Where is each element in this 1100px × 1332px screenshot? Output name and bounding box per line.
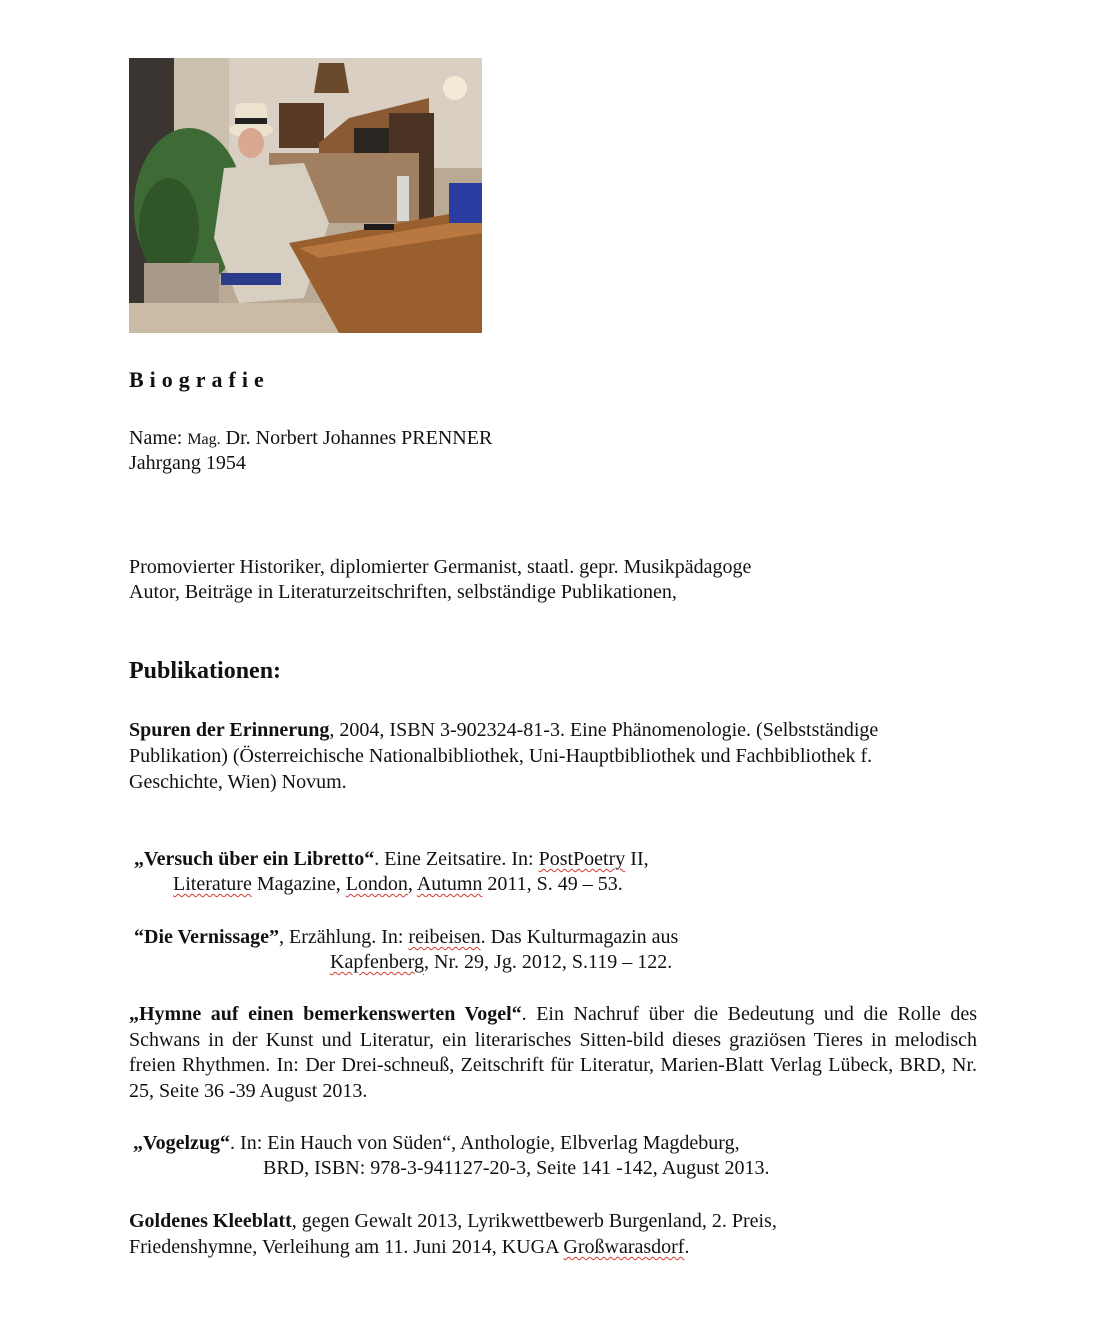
- portrait-photo-icon: [129, 58, 482, 333]
- publication-3-line-1: “Die Vernissage”, Erzählung. In: reibeisen. Das Kulturmagazin aus: [134, 926, 679, 948]
- publication-6-title: Goldenes Kleeblatt: [129, 1210, 292, 1232]
- publication-2-line-2: Literature Magazine, London, Autumn 2011, S. 49 – 53.: [173, 873, 623, 895]
- name-label: Name:: [129, 427, 183, 449]
- publication-4-title: Hymne auf einen bemerkenswerten Vogel: [139, 1003, 512, 1025]
- name-value: Dr. Norbert Johannes PRENNER: [225, 427, 493, 449]
- name-title: Mag.: [187, 431, 221, 448]
- publication-1-title: Spuren der Erinnerung: [129, 719, 330, 741]
- publication-3-title: Die Vernissage: [144, 926, 269, 948]
- publication-1-line-2: Publikation) (Österreichische Nationalbibliothek, Uni-Hauptbibliothek und Fachbibliothek f.: [129, 745, 873, 767]
- publication-1-line-3: Geschichte, Wien) Novum.: [129, 771, 347, 793]
- name-line: [129, 426, 492, 452]
- year-line: Jahrgang 1954: [129, 452, 246, 474]
- publication-2-line-1: „Versuch über ein Libretto“. Eine Zeitsatire. In: PostPoetry II,: [134, 848, 649, 870]
- publication-1-line-1: Spuren der Erinnerung, 2004, ISBN 3-902324-81-3. Eine Phänomenologie. (Selbstständige: [129, 719, 879, 741]
- publication-4: „Hymne auf einen bemerkenswerten Vogel“. Ein Nachruf über die Bedeutung und die Rolle des Schwans in der Kunst und Literatur, ein literarisches Sitten-bild dieses graziösen Tieres in melodisch freien Rhythmen. In: Der Drei-schneuß, Zeitschrift für Literatur, Marien-Blatt Verlag Lübeck, BRD, Nr. 25, Seite 36 -39 August 2013.: [129, 1003, 977, 1102]
- publication-5-line-2: BRD, ISBN: 978-3-941127-20-3, Seite 141 -142, August 2013.: [263, 1157, 770, 1179]
- publication-6-line-1: Goldenes Kleeblatt, gegen Gewalt 2013, Lyrikwettbewerb Burgenland, 2. Preis,: [129, 1210, 777, 1232]
- publication-3-line-2: Kapfenberg, Nr. 29, Jg. 2012, S.119 – 122.: [330, 951, 673, 973]
- author-line: Autor, Beiträge in Literaturzeitschriften, selbständige Publikationen,: [129, 581, 677, 603]
- publication-2-title: Versuch über ein Libretto: [144, 848, 365, 870]
- publications-heading: Publikationen:: [129, 658, 282, 684]
- publication-6-line-2: Friedenshymne, Verleihung am 11. Juni 2014, KUGA Großwarasdorf.: [129, 1236, 690, 1258]
- publication-5-title: Vogelzug: [143, 1132, 221, 1154]
- biography-heading: Biografie: [129, 367, 270, 392]
- portrait-photo: [129, 58, 482, 333]
- profession-line: Promovierter Historiker, diplomierter Germanist, staatl. gepr. Musikpädagoge: [129, 556, 752, 578]
- publication-5-line-1: „Vogelzug“. In: Ein Hauch von Süden“, Anthologie, Elbverlag Magdeburg,: [133, 1132, 740, 1154]
